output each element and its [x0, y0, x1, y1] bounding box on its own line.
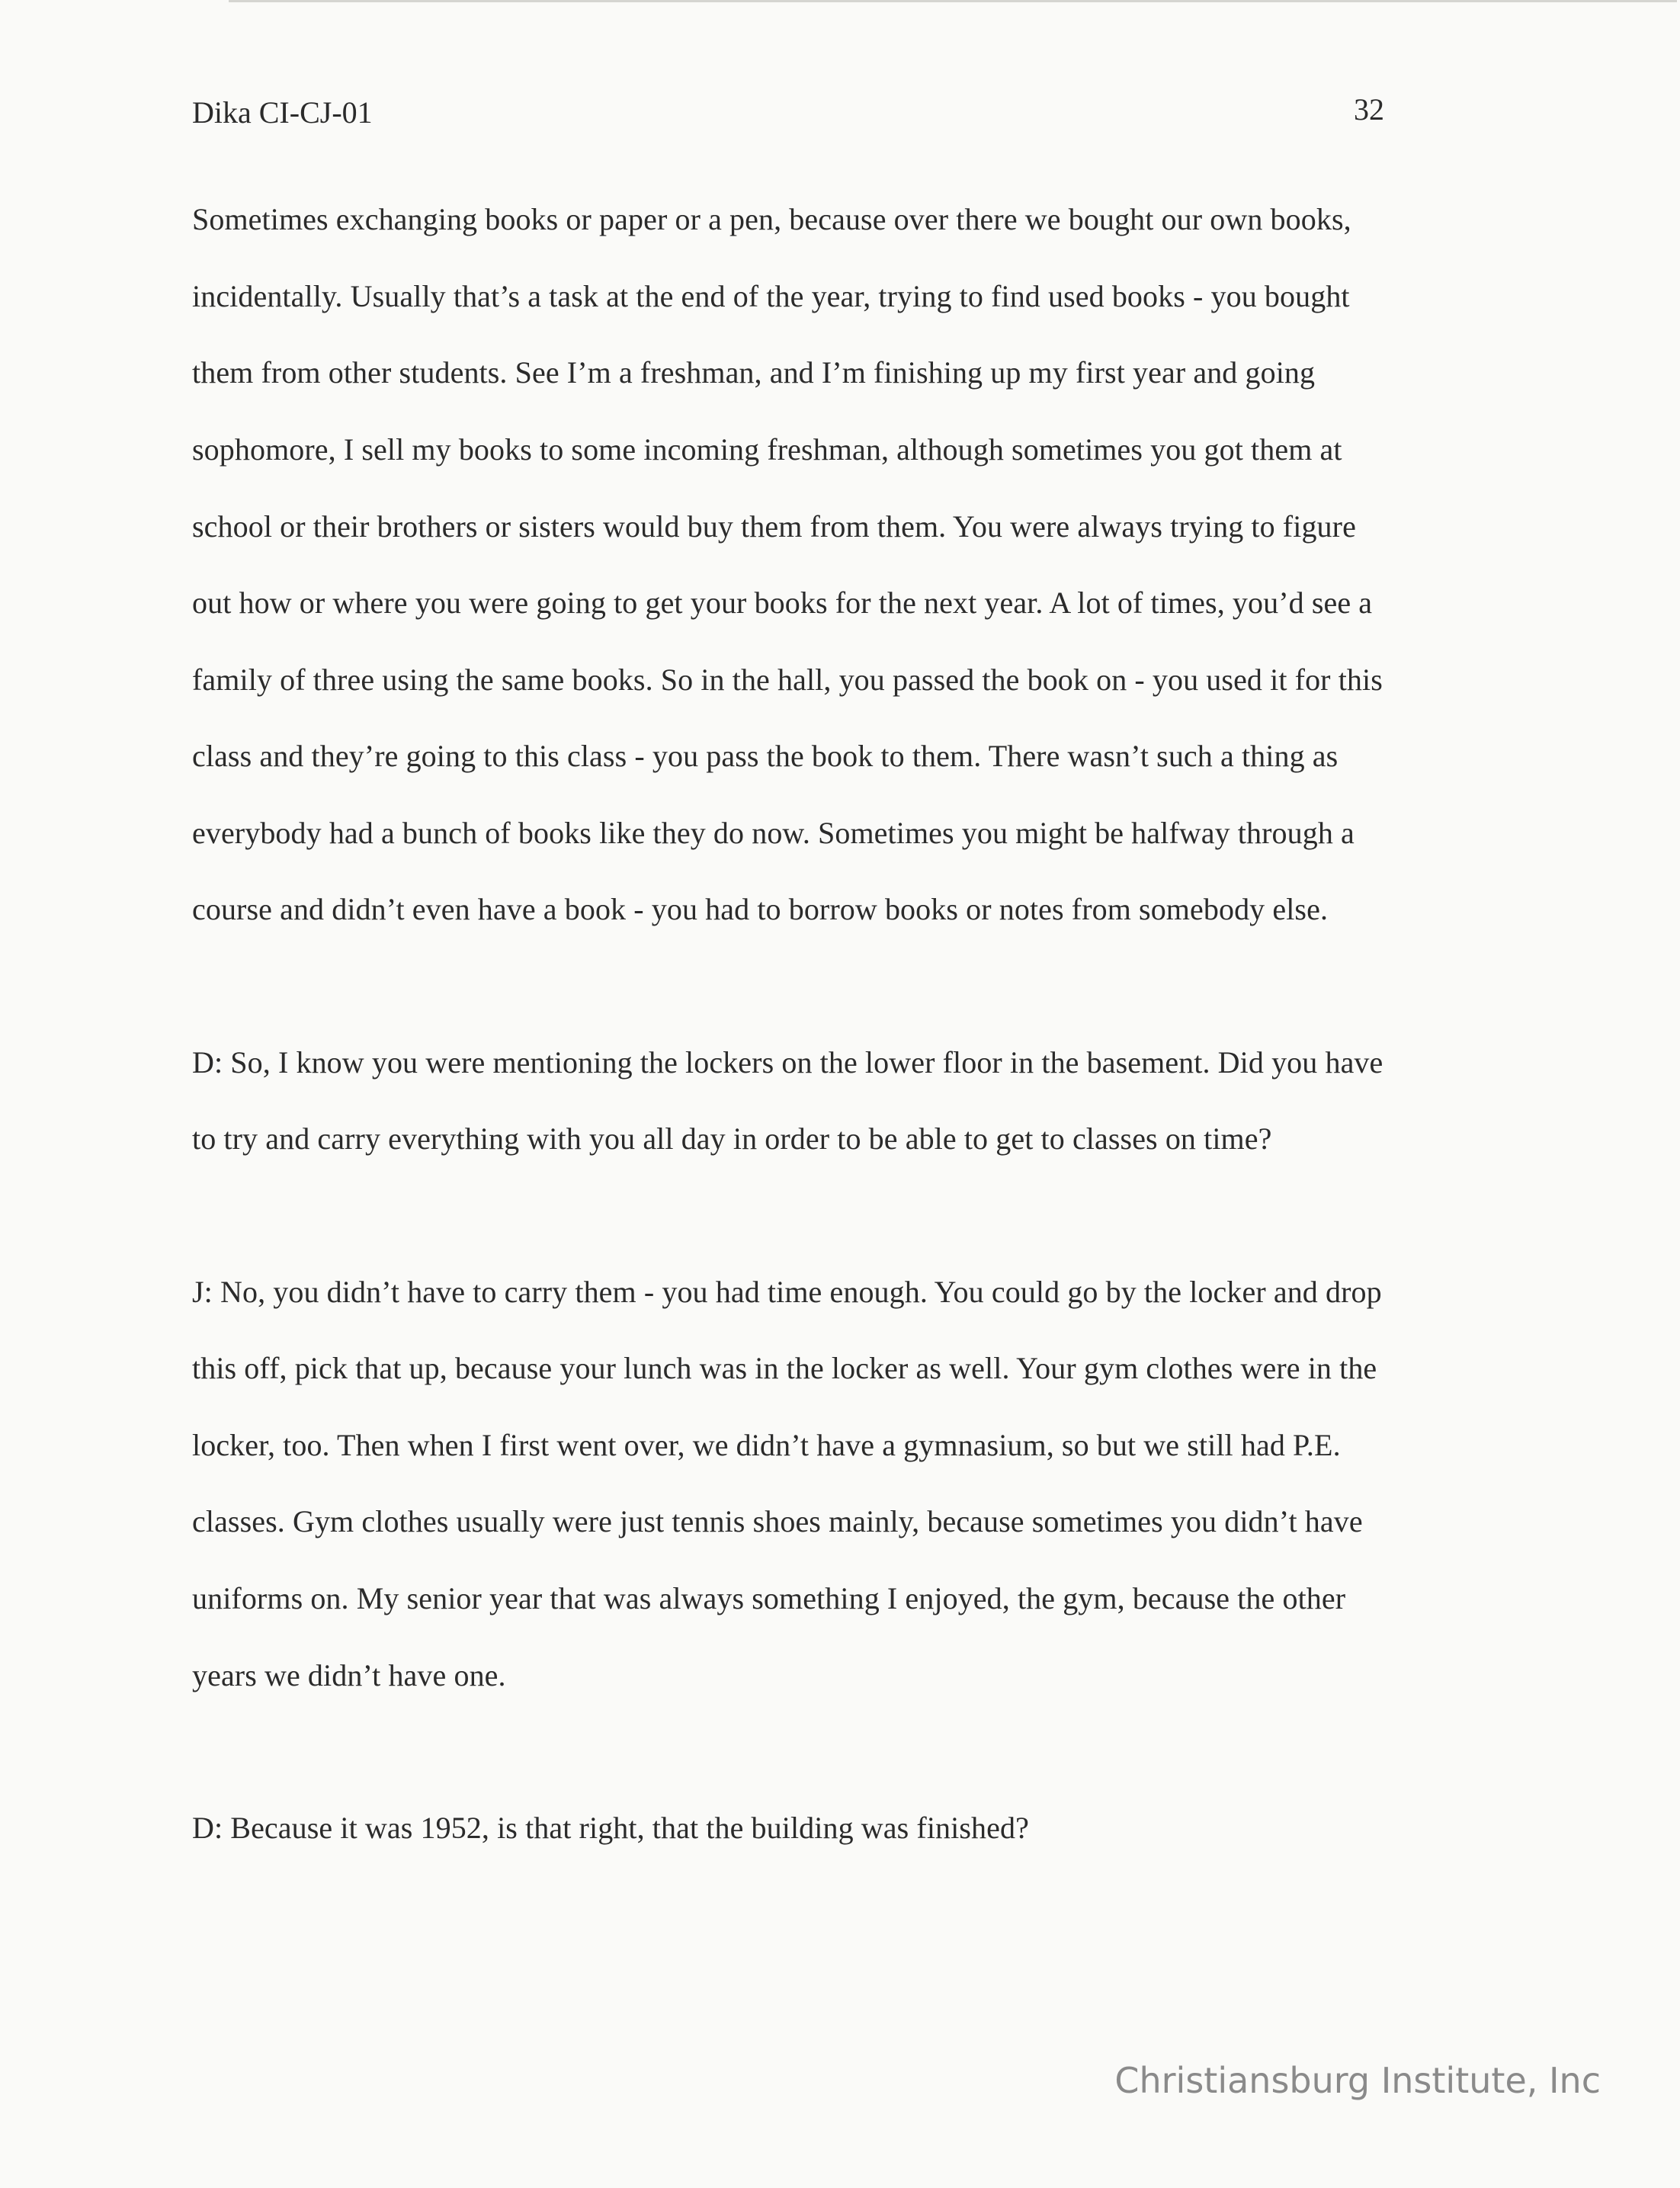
text-line: years we didn’t have one. [192, 1658, 506, 1692]
text-line: Sometimes exchanging books or paper or a pen, because over there we bought our own books, [192, 202, 1351, 236]
text-line: school or their brothers or sisters would buy them from them. You were always trying to figure [192, 509, 1356, 544]
text-line: uniforms on. My senior year that was always something I enjoyed, the gym, because the other [192, 1581, 1346, 1615]
watermark-text: Christiansburg Institute, Inc [1114, 2060, 1601, 2101]
text-line: locker, too. Then when I first went over, we didn’t have a gymnasium, so but we still had P.E. [192, 1428, 1341, 1462]
text-line: class and they’re going to this class - you pass the book to them. There wasn’t such a thing as [192, 739, 1339, 773]
text-line: course and didn’t even have a book - you had to borrow books or notes from somebody else. [192, 892, 1329, 926]
text-line: D: Because it was 1952, is that right, that the building was finished? [192, 1811, 1029, 1845]
text-line: them from other students. See I’m a freshman, and I’m finishing up my first year and going [192, 355, 1316, 390]
text-line: family of three using the same books. So in the hall, you passed the book on - you used it for this [192, 662, 1383, 697]
text-line: J: No, you didn’t have to carry them - you had time enough. You could go by the locker and drop [192, 1275, 1382, 1309]
text-line: sophomore, I sell my books to some incoming freshman, although sometimes you got them at [192, 432, 1342, 467]
text-line: everybody had a bunch of books like they do now. Sometimes you might be halfway through a [192, 816, 1355, 850]
text-line: D: So, I know you were mentioning the lockers on the lower floor in the basement. Did you have [192, 1045, 1383, 1080]
page-number: 32 [1354, 92, 1384, 127]
text-line: classes. Gym clothes usually were just tennis shoes mainly, because sometimes you didn’t have [192, 1504, 1363, 1538]
text-line: this off, pick that up, because your lunch was in the locker as well. Your gym clothes were in the [192, 1351, 1377, 1385]
text-line: out how or where you were going to get your books for the next year. A lot of times, you’d see a [192, 585, 1373, 620]
header-title: Dika CI-CJ-01 [192, 95, 373, 130]
text-line: incidentally. Usually that’s a task at the end of the year, trying to find used books - you bought [192, 279, 1350, 313]
text-line: to try and carry everything with you all day in order to be able to get to classes on time? [192, 1121, 1272, 1156]
